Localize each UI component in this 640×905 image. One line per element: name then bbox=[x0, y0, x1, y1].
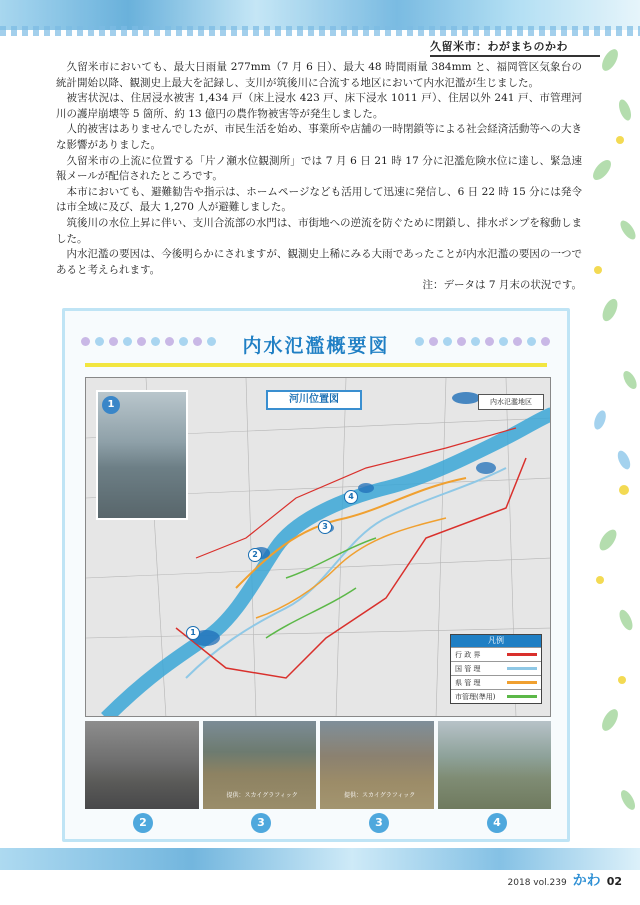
page-number: 02 bbox=[606, 875, 622, 888]
map-label: 河川位置図 bbox=[266, 390, 362, 410]
paragraph: 筑後川の水位上昇に伴い、支川合流部の水門は、市街地への逆流を防ぐために閉鎖し、排水ポンプを稼動しました。 bbox=[56, 216, 582, 245]
photo-number: 3 bbox=[251, 813, 271, 833]
flood-photo-4 bbox=[438, 721, 552, 809]
legend-row bbox=[451, 675, 541, 689]
legend-label: 県 管 理 bbox=[455, 678, 481, 687]
paragraph: 本市においても、避難勧告や指示は、ホームページなども活用して迅速に発信し、6 日 22 時 15 分には発令は市全域に及び、最大 1,270 人が避難しました。 bbox=[56, 185, 582, 214]
paragraph: 久留米市においても、最大日雨量 277mm（7 月 6 日）、最大 48 時間雨量 384mm と、福岡管区気象台の統計開始以降、観測史上最大を記録し、支川が筑後川に合流する地区において内水氾濫が生じました。 bbox=[56, 61, 582, 89]
legend-label: 市管理(準用) bbox=[455, 692, 496, 701]
photo-credit: 提供：スカイグラフィック bbox=[226, 792, 298, 799]
legend-swatch bbox=[507, 653, 537, 656]
figure-panel bbox=[62, 308, 570, 842]
bottom-brush-band bbox=[0, 848, 640, 870]
map-photo-1 bbox=[96, 390, 188, 520]
map-marker: 2 bbox=[248, 548, 262, 562]
paragraph: 被害状況は、住居浸水被害 1,434 戸（床上浸水 423 戸、床下浸水 1011 戸）、住居以外 241 戸、市管理河川の護岸崩壊等 5 箇所、約 13 億円の農作物被害等が発生しました。 bbox=[56, 92, 582, 120]
paragraph: 内水氾濫の要因は、今後明らかにされますが、観測史上稀にみる大雨であったことが内水氾濫の要因の一つであると考えられます。 bbox=[56, 248, 582, 276]
paragraph: 人的被害はありませんでしたが、市民生活を始め、事業所や店舗の一時閉鎖等による社会経済活動等への大きな影響がありました。 bbox=[56, 123, 582, 151]
map-marker: 1 bbox=[186, 626, 200, 640]
map-marker: 3 bbox=[318, 520, 332, 534]
figure-title: 内水氾濫概要図 bbox=[242, 335, 390, 357]
article-body bbox=[56, 60, 582, 294]
photo-number: 4 bbox=[487, 813, 507, 833]
legend-row bbox=[451, 647, 541, 661]
photo-number-row bbox=[85, 809, 551, 835]
map-legend bbox=[450, 634, 542, 704]
top-brush-band bbox=[0, 0, 640, 30]
footer-volume: 2018 vol.239 bbox=[507, 878, 567, 888]
paragraph: 久留米市の上流に位置する「片ノ瀬水位観測所」では 7 月 6 日 21 時 17 分に氾濫危険水位に達し、緊急速報メールが配信されたところです。 bbox=[56, 154, 582, 183]
legend-label: 国 管 理 bbox=[455, 664, 481, 673]
leaf-decoration bbox=[580, 20, 640, 860]
data-note: 注：データは 7 月末の状況です。 bbox=[422, 279, 582, 292]
flood-photo-2 bbox=[85, 721, 199, 809]
section-label: 久留米市：わがまちのかわ bbox=[430, 40, 568, 53]
flood-photo-3b bbox=[320, 721, 434, 809]
river-location-map bbox=[85, 377, 551, 717]
photo-credit: 提供：スカイグラフィック bbox=[344, 792, 416, 799]
legend-row bbox=[451, 689, 541, 703]
legend-swatch bbox=[507, 667, 537, 670]
footer-magazine-name: かわ bbox=[572, 873, 601, 889]
legend-title: 凡例 bbox=[451, 635, 541, 647]
photo-badge: 1 bbox=[102, 396, 120, 414]
legend-swatch bbox=[507, 681, 537, 684]
flood-area-label: 内水氾濫地区 bbox=[478, 394, 544, 410]
photo-strip bbox=[85, 721, 551, 809]
legend-swatch bbox=[507, 695, 537, 698]
photo-number: 2 bbox=[133, 813, 153, 833]
title-underline bbox=[85, 363, 547, 367]
legend-label: 行 政 界 bbox=[455, 650, 481, 659]
map-marker: 4 bbox=[344, 490, 358, 504]
note-line bbox=[56, 278, 582, 294]
section-rule bbox=[430, 55, 600, 57]
flood-photo-3a bbox=[203, 721, 317, 809]
legend-row bbox=[451, 661, 541, 675]
photo-number: 3 bbox=[369, 813, 389, 833]
page-footer bbox=[508, 870, 622, 888]
